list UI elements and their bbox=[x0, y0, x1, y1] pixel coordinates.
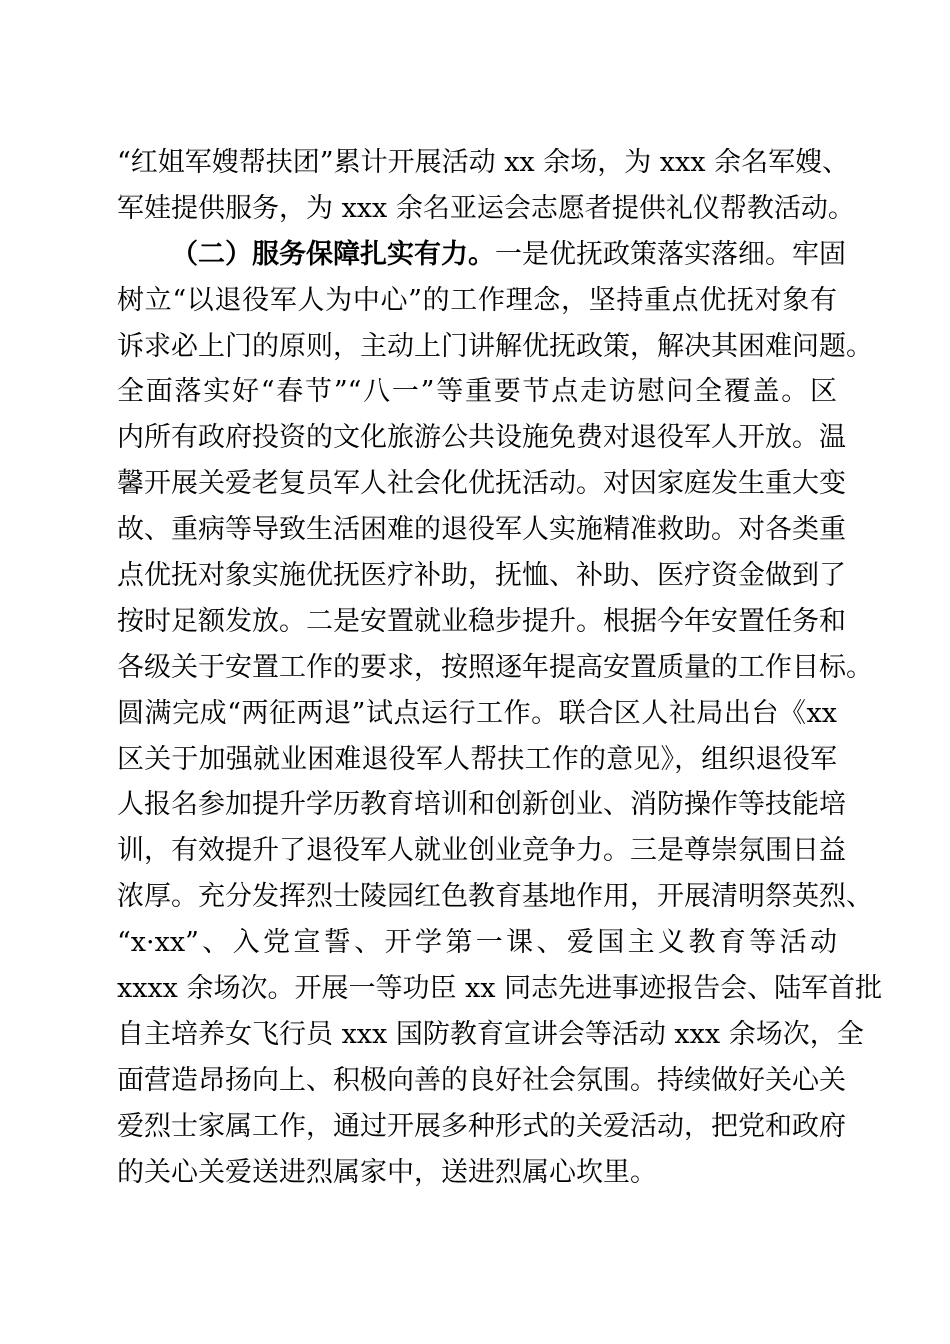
text-line: 军娃提供服务，为 xxx 余名亚运会志愿者提供礼仪帮教活动。 bbox=[117, 192, 855, 224]
text-line: 内所有政府投资的文化旅游公共设施免费对退役军人开放。温 bbox=[117, 422, 846, 454]
text-line: 诉求必上门的原则，主动上门讲解优抚政策，解决其困难问题。 bbox=[117, 330, 873, 362]
section-heading-line bbox=[117, 232, 846, 278]
text-line: 点优抚对象实施优抚医疗补助，抚恤、补助、医疗资金做到了 bbox=[117, 560, 846, 592]
text-line: 圆满完成“两征两退”试点运行工作。联合区人社局出台《xx bbox=[117, 697, 837, 729]
text-line: 的关心关爱送进烈属家中，送进烈属心坎里。 bbox=[117, 1156, 657, 1188]
text-line: 人报名参加提升学历教育培训和创新创业、消防操作等技能培 bbox=[117, 789, 846, 821]
text-line: 按时足额发放。二是安置就业稳步提升。根据今年安置任务和 bbox=[117, 605, 846, 637]
text-line: 浓厚。充分发挥烈士陵园红色教育基地作用，开展清明祭英烈、 bbox=[117, 881, 873, 913]
text-line: 自主培养女飞行员 xxx 国防教育宣讲会等活动 xxx 余场次，全 bbox=[117, 1018, 864, 1050]
text-line: 全面落实好“春节”“八一”等重要节点走访慰问全覆盖。区 bbox=[117, 376, 837, 408]
text-line: 各级关于安置工作的要求，按照逐年提高安置质量的工作目标。 bbox=[117, 651, 873, 683]
text-line: “红姐军嫂帮扶团”累计开展活动 xx 余场，为 xxx 余名军嫂、 bbox=[117, 147, 850, 178]
text-line: 面营造昂扬向上、积极向善的良好社会氛围。持续做好关心关 bbox=[117, 1064, 846, 1096]
text-line: 爱烈士家属工作，通过开展多种形式的关爱活动，把党和政府 bbox=[117, 1110, 846, 1142]
text-line: 区关于加强就业困难退役军人帮扶工作的意见》，组织退役军 bbox=[117, 743, 837, 775]
document-page bbox=[117, 140, 883, 1195]
section-heading: （二）服务保障扎实有力。 bbox=[171, 238, 495, 270]
text-line: 故、重病等导致生活困难的退役军人实施精准救助。对各类重 bbox=[117, 514, 846, 546]
text-line: 训，有效提升了退役军人就业创业竞争力。三是尊崇氛围日益 bbox=[117, 835, 846, 867]
text-line: “x·xx”、入党宣誓、开学第一课、爱国主义教育等活动 bbox=[117, 927, 837, 959]
text-line: 树立“以退役军人为中心”的工作理念，坚持重点优抚对象有 bbox=[117, 284, 837, 316]
text-line: xxxx 余场次。开展一等功臣 xx 同志先进事迹报告会、陆军首批 bbox=[117, 973, 883, 1005]
text-line: 馨开展关爱老复员军人社会化优抚活动。对因家庭发生重大变 bbox=[117, 468, 846, 500]
section-heading-rest: 一是优抚政策落实落细。牢固 bbox=[495, 238, 846, 270]
